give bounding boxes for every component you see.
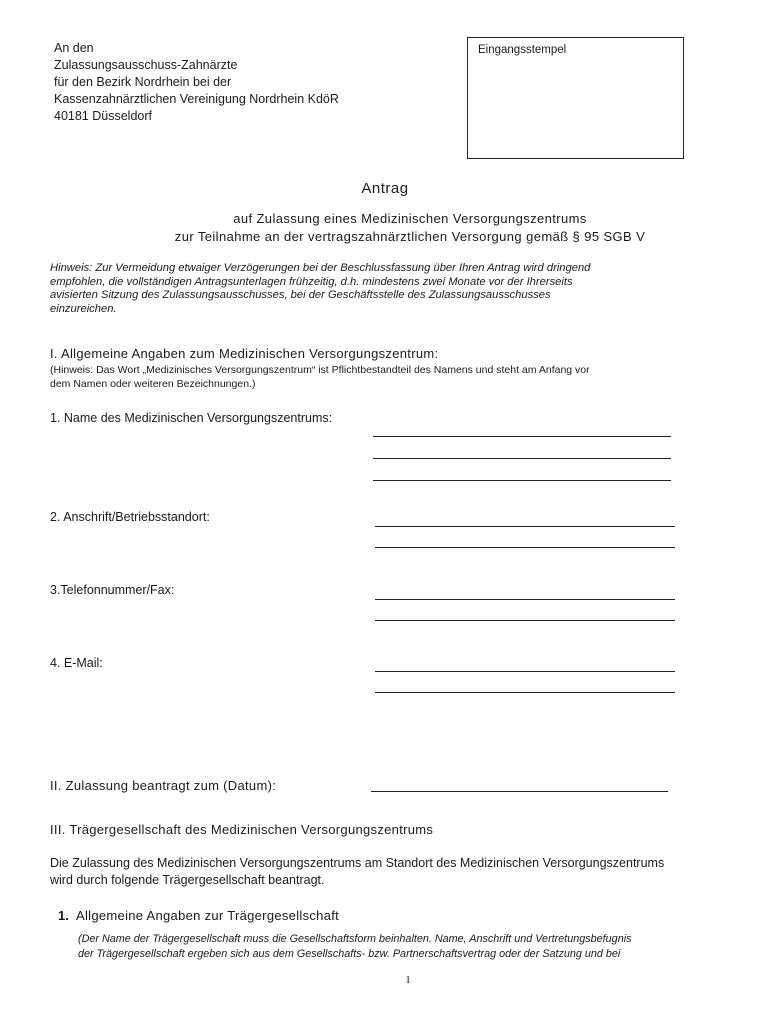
note-line: dem Namen oder weiteren Bezeichnungen.) xyxy=(50,378,256,390)
section-1-heading: I. Allgemeine Angaben zum Medizinischen Versorgungszentrum: xyxy=(50,346,439,361)
page-number: 1 xyxy=(405,974,411,986)
form-subtitle-1: auf Zulassung eines Medizinischen Versorgungszentrums xyxy=(233,211,587,226)
item-number: 1. xyxy=(58,908,69,923)
form-subtitle-2: zur Teilnahme an der vertragszahnärztlichen Versorgung gemäß § 95 SGB V xyxy=(174,229,646,244)
intro-line: Die Zulassung des Medizinischen Versorgungszentrums am Standort des Medizinischen Versorgungszentrums xyxy=(50,856,665,870)
email-label: 4. E-Mail: xyxy=(50,656,103,670)
hint-line: Hinweis: Zur Vermeidung etwaiger Verzögerungen bei der Beschlussfassung über Ihren Antrag wird dringend xyxy=(50,262,591,274)
address-field-line-2[interactable] xyxy=(375,547,675,548)
address-line: Kassenzahnärztlichen Vereinigung Nordrhein KdöR xyxy=(54,92,339,106)
item-note-line: der Trägergesellschaft ergeben sich aus dem Gesellschafts- bzw. Partnerschaftsvertrag oder der Satzung und bei xyxy=(78,948,621,960)
form-title: Antrag xyxy=(361,180,409,197)
receipt-stamp-box xyxy=(467,37,684,159)
section-2-heading: II. Zulassung beantragt zum (Datum): xyxy=(50,778,277,793)
item-note-line: (Der Name der Trägergesellschaft muss die Gesellschaftsform beinhalten. Name, Anschrift und Vertretungsbefugnis xyxy=(78,933,632,945)
item-heading: Allgemeine Angaben zur Trägergesellschaft xyxy=(76,908,340,923)
note-line: (Hinweis: Das Wort „Medizinisches Versorgungszentrum“ ist Pflichtbestandteil des Namens und steht am Anfang vor xyxy=(50,364,590,376)
hint-line: einzureichen. xyxy=(50,302,117,315)
mvz-name-field-line-3[interactable] xyxy=(373,480,671,481)
phone-fax-field-line-1[interactable] xyxy=(375,599,675,600)
section-3-intro xyxy=(50,855,664,889)
recipient-address xyxy=(54,40,339,125)
address-field-line-1[interactable] xyxy=(375,526,675,527)
address-label: 2. Anschrift/Betriebsstandort: xyxy=(50,510,210,524)
item-note xyxy=(78,932,632,962)
section-1-note xyxy=(50,363,590,391)
address-line: An den xyxy=(54,41,94,55)
address-line: Zulassungsausschuss-Zahnärzte xyxy=(54,58,238,72)
email-field-line-2[interactable] xyxy=(375,692,675,693)
stamp-label: Eingangsstempel xyxy=(478,44,567,56)
intro-line: wird durch folgende Trägergesellschaft beantragt. xyxy=(50,873,325,887)
mvz-name-label: 1. Name des Medizinischen Versorgungszentrums: xyxy=(50,411,333,425)
mvz-name-field-line-2[interactable] xyxy=(373,458,671,459)
phone-fax-label: 3.Telefonnummer/Fax: xyxy=(50,583,175,597)
phone-fax-field-line-2[interactable] xyxy=(375,620,675,621)
email-field-line-1[interactable] xyxy=(375,671,675,672)
hint-line: empfohlen, die vollständigen Antragsunterlagen frühzeitig, d.h. mindestens zwei Monate vor der Ihrerseits xyxy=(50,275,573,288)
submission-hint xyxy=(50,262,690,316)
hint-line: avisierten Sitzung des Zulassungsausschusses, bei der Geschäftsstelle des Zulassungsausschusses xyxy=(50,289,551,301)
address-line: 40181 Düsseldorf xyxy=(54,109,152,123)
mvz-name-field-line-1[interactable] xyxy=(373,436,671,437)
section-3-heading: III. Trägergesellschaft des Medizinischen Versorgungszentrums xyxy=(50,822,434,837)
date-field-line[interactable] xyxy=(371,791,668,792)
address-line: für den Bezirk Nordrhein bei der xyxy=(54,75,232,89)
